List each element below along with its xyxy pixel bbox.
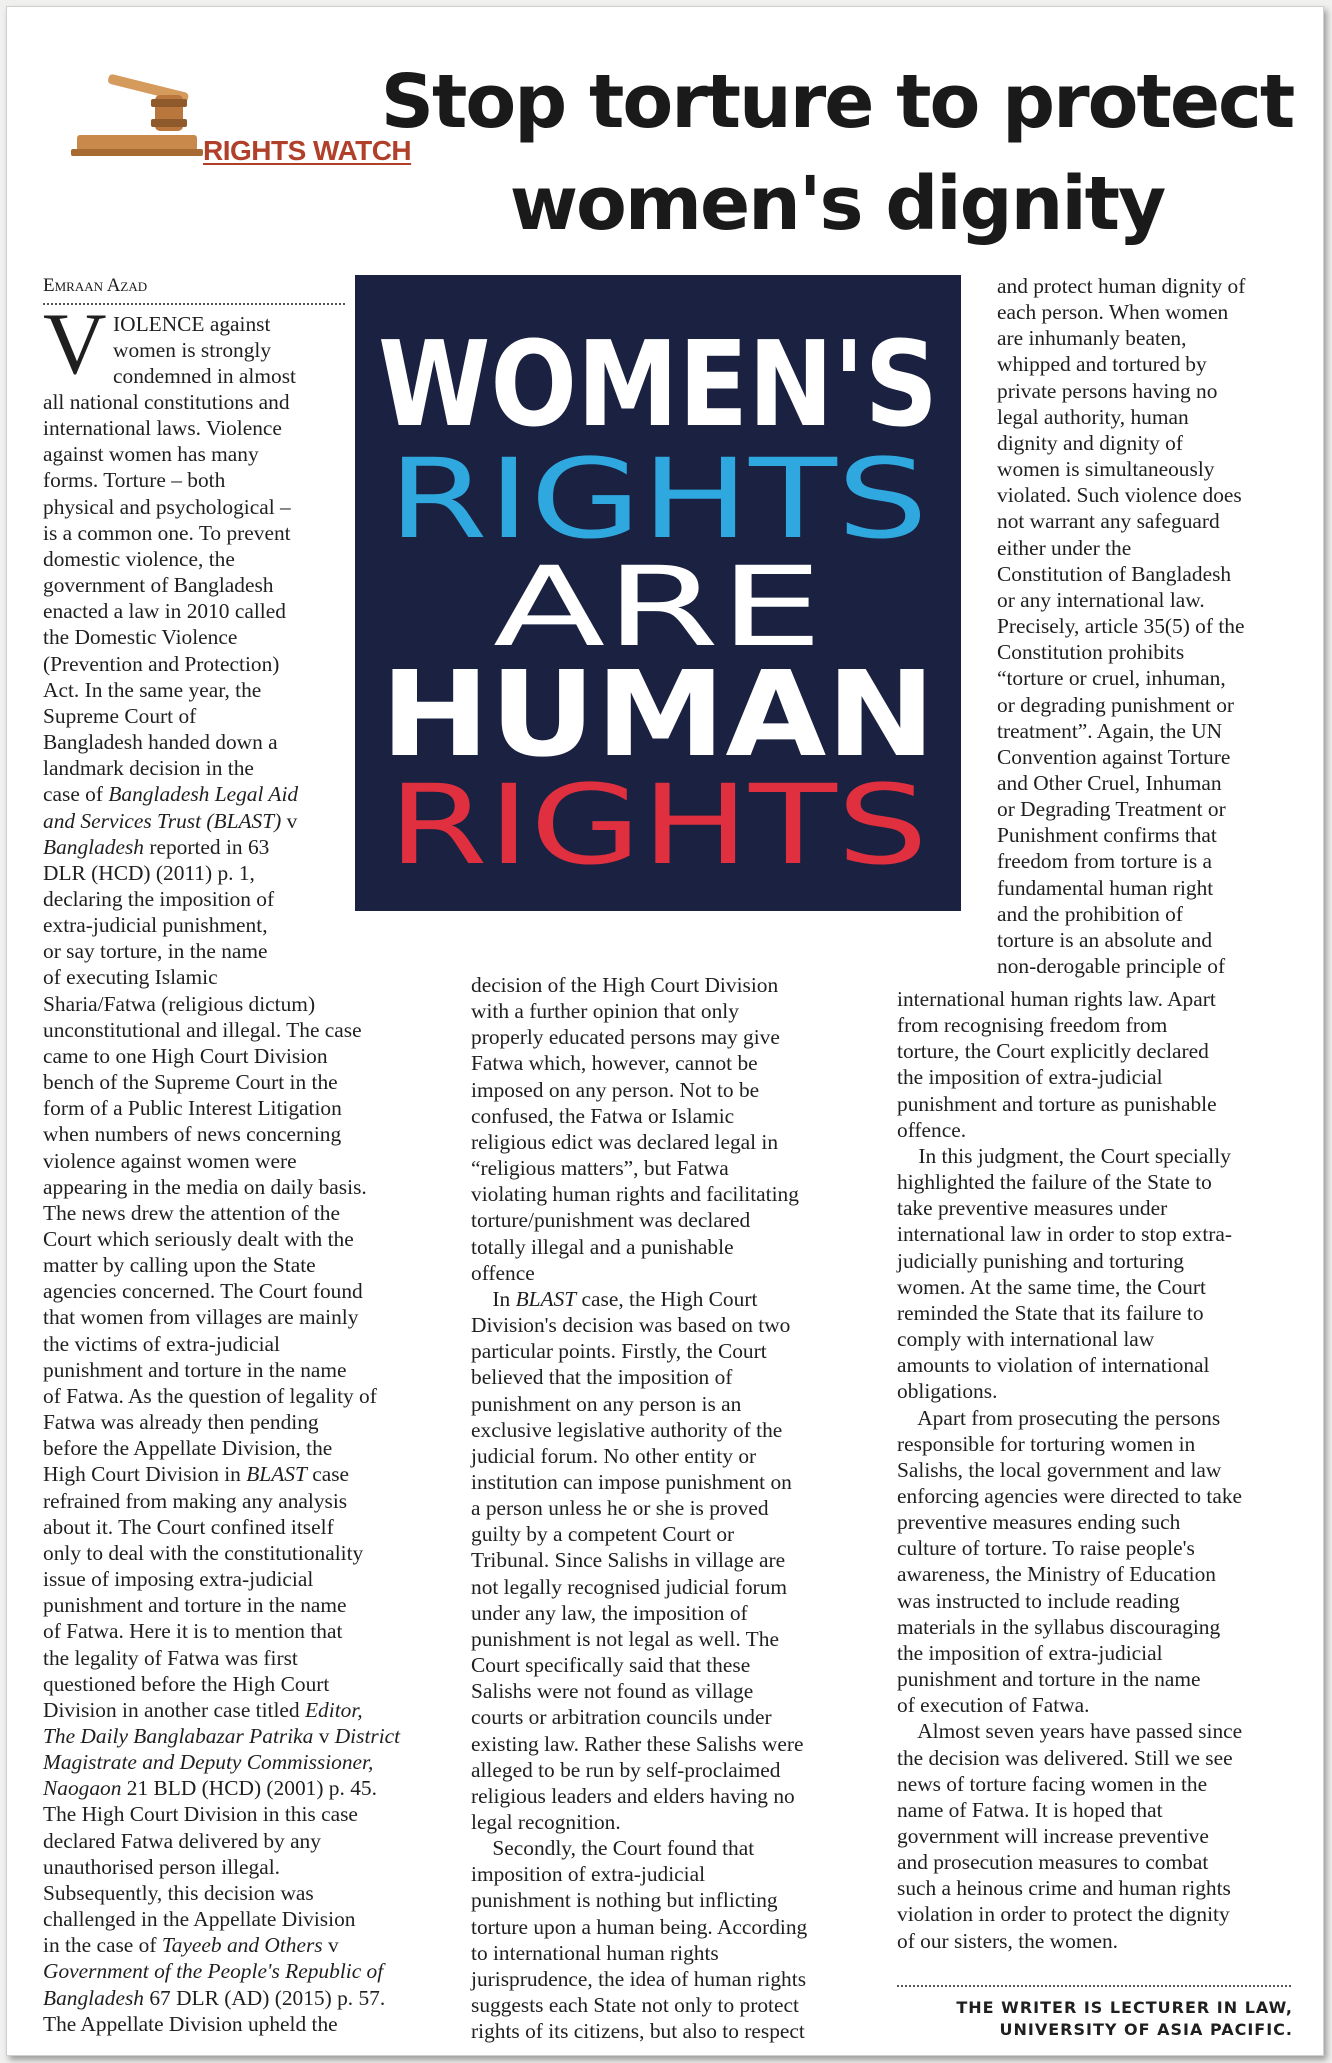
poster-line-womens: WOMEN'S (378, 315, 938, 453)
column-1-intro: IOLENCE against women is strongly condemned in almost (113, 312, 296, 389)
writer-note: THE WRITER IS LECTURER IN LAW, UNIVERSITY OF ASIA PACIFIC. (956, 1998, 1293, 2039)
gavel-icon (67, 69, 207, 159)
byline: Emraan Azad (43, 275, 148, 296)
column-3-bottom: international human rights law. Apart from recognising freedom from torture, the Court explicitly declared the imposition of extra-judicial punishment and torture as punishable offence. In this judgment, the Court specially highlighted the failure of the State to take preventive measures under international law in order to stop extra- judicially punishing and torturing women. At the same time, the Court reminded the State that its failure to comply with international law amounts to violation of international obligations. Apart from prosecuting the persons responsible for torturing women in Salishs, the local government and law enforcing agencies were directed to take preventive measures ending such culture of torture. To raise people's awareness, the Ministry of Education was instructed to include reading materials in the syllabus discouraging the imposition of extra-judicial punishment and torture in the name of execution of Fatwa. Almost seven years have passed since the decision was delivered. Still we see news of torture facing women in the name of Fatwa. It is hoped that government will increase preventive and prosecution measures to combat such a heinous crime and human rights violation in order to protect the dignity of our sisters, the women. (897, 987, 1243, 1953)
headline: Stop torture to protect women's dignity (380, 59, 1294, 247)
poster-line-rights-red: RIGHTS (388, 761, 928, 889)
poster-line-human: HUMAN (380, 645, 936, 783)
drop-cap: V (43, 296, 107, 393)
column-2-body: decision of the High Court Division with a further opinion that only properly educated persons may give Fatwa which, however, cannot be imposed on any person. Not to be confused, the Fatwa or Islamic religious edict was declared legal in “religious matters”, but Fatwa violating human rights and facilitating torture/punishment was declared totally illegal and a punishable offence In BLAST case, the High Court Division's decision was based on two particular points. Firstly, the Court believed that the imposition of punishment on any person is an exclusive legislative authority of the judicial forum. No other entity or institution can impose punishment on a person unless he or she is proved guilty by a competent Court or Tribunal. Since Salishs in village are not legally recognised judicial forum under any law, the imposition of punishment is not legal as well. The Court specifically said that these Salishs were not found as village courts or arbitration councils under existing law. Rather these Salishs were alleged to be run by self-proclaimed religious leaders and elders having no legal recognition. Secondly, the Court found that imposition of extra-judicial punishment is nothing but inflicting torture upon a human being. According to international human rights jurisprudence, the idea of human rights suggests each State not only to protect rights of its citizens, but also to respect (471, 973, 808, 2044)
newspaper-page (6, 6, 1324, 2056)
poster-line-are: ARE (493, 543, 823, 671)
footer-divider (897, 1985, 1291, 1987)
section-label: RIGHTS WATCH (203, 135, 412, 166)
poster-line-rights-blue: RIGHTS (388, 435, 928, 563)
column-3-top: and protect human dignity of each person. When women are inhumanly beaten, whipped and tortured by private persons having no legal authority, human dignity and dignity of women is simultaneously violated. Such violence does not warrant any safeguard either under the Constitution of Bangladesh or any international law. Precisely, article 35(5) of the Constitution prohibits “torture or cruel, inhuman, or degrading punishment or treatment”. Again, the UN Convention against Torture and Other Cruel, Inhuman or Degrading Treatment or Punishment confirms that freedom from torture is a fundamental human right and the prohibition of torture is an absolute and non-derogable principle of (997, 274, 1246, 979)
column-1-body: all national constitutions and international laws. Violence against women has many forms. Torture – both physical and psychological – is a common one. To prevent domestic violence, the government of Bangladesh enacted a law in 2010 called the Domestic Violence (Prevention and Protection) Act. In the same year, the Supreme Court of Bangladesh handed down a landmark decision in the case of Bangladesh Legal Aid and Services Trust (BLAST) v Bangladesh reported in 63 DLR (HCD) (2011) p. 1, declaring the imposition of extra-judicial punishment, or say torture, in the name of executing Islamic Sharia/Fatwa (religious dictum) unconstitutional and illegal. The case came to one High Court Division bench of the Supreme Court in the form of a Public Interest Litigation when numbers of news concerning violence against women were appearing in the media on daily basis. The news drew the attention of the Court which seriously dealt with the matter by calling upon the State agencies concerned. The Court found that women from villages are mainly the victims of extra-judicial punishment and torture in the name of Fatwa. As the question of legality of Fatwa was already then pending before the Appellate Division, the High Court Division in BLAST case refrained from making any analysis about it. The Court confined itself only to deal with the constitutionality issue of imposing extra-judicial punishment and torture in the name of Fatwa. Here it is to mention that the legality of Fatwa was first questioned before the High Court Division in another case titled Editor, The Daily Banglabazar Patrika v District Magistrate and Deputy Commissioner, Naogaon 21 BLD (HCD) (2001) p. 45. The High Court Division in this case declared Fatwa delivered by any unauthorised person illegal. Subsequently, this decision was challenged in the Appellate Division in the case of Tayeeb and Others v Government of the People's Republic of Bangladesh 67 DLR (AD) (2015) p. 57. The Appellate Division upheld the (43, 390, 401, 2036)
poster-graphic (355, 275, 961, 911)
womens-rights-poster (355, 275, 961, 911)
